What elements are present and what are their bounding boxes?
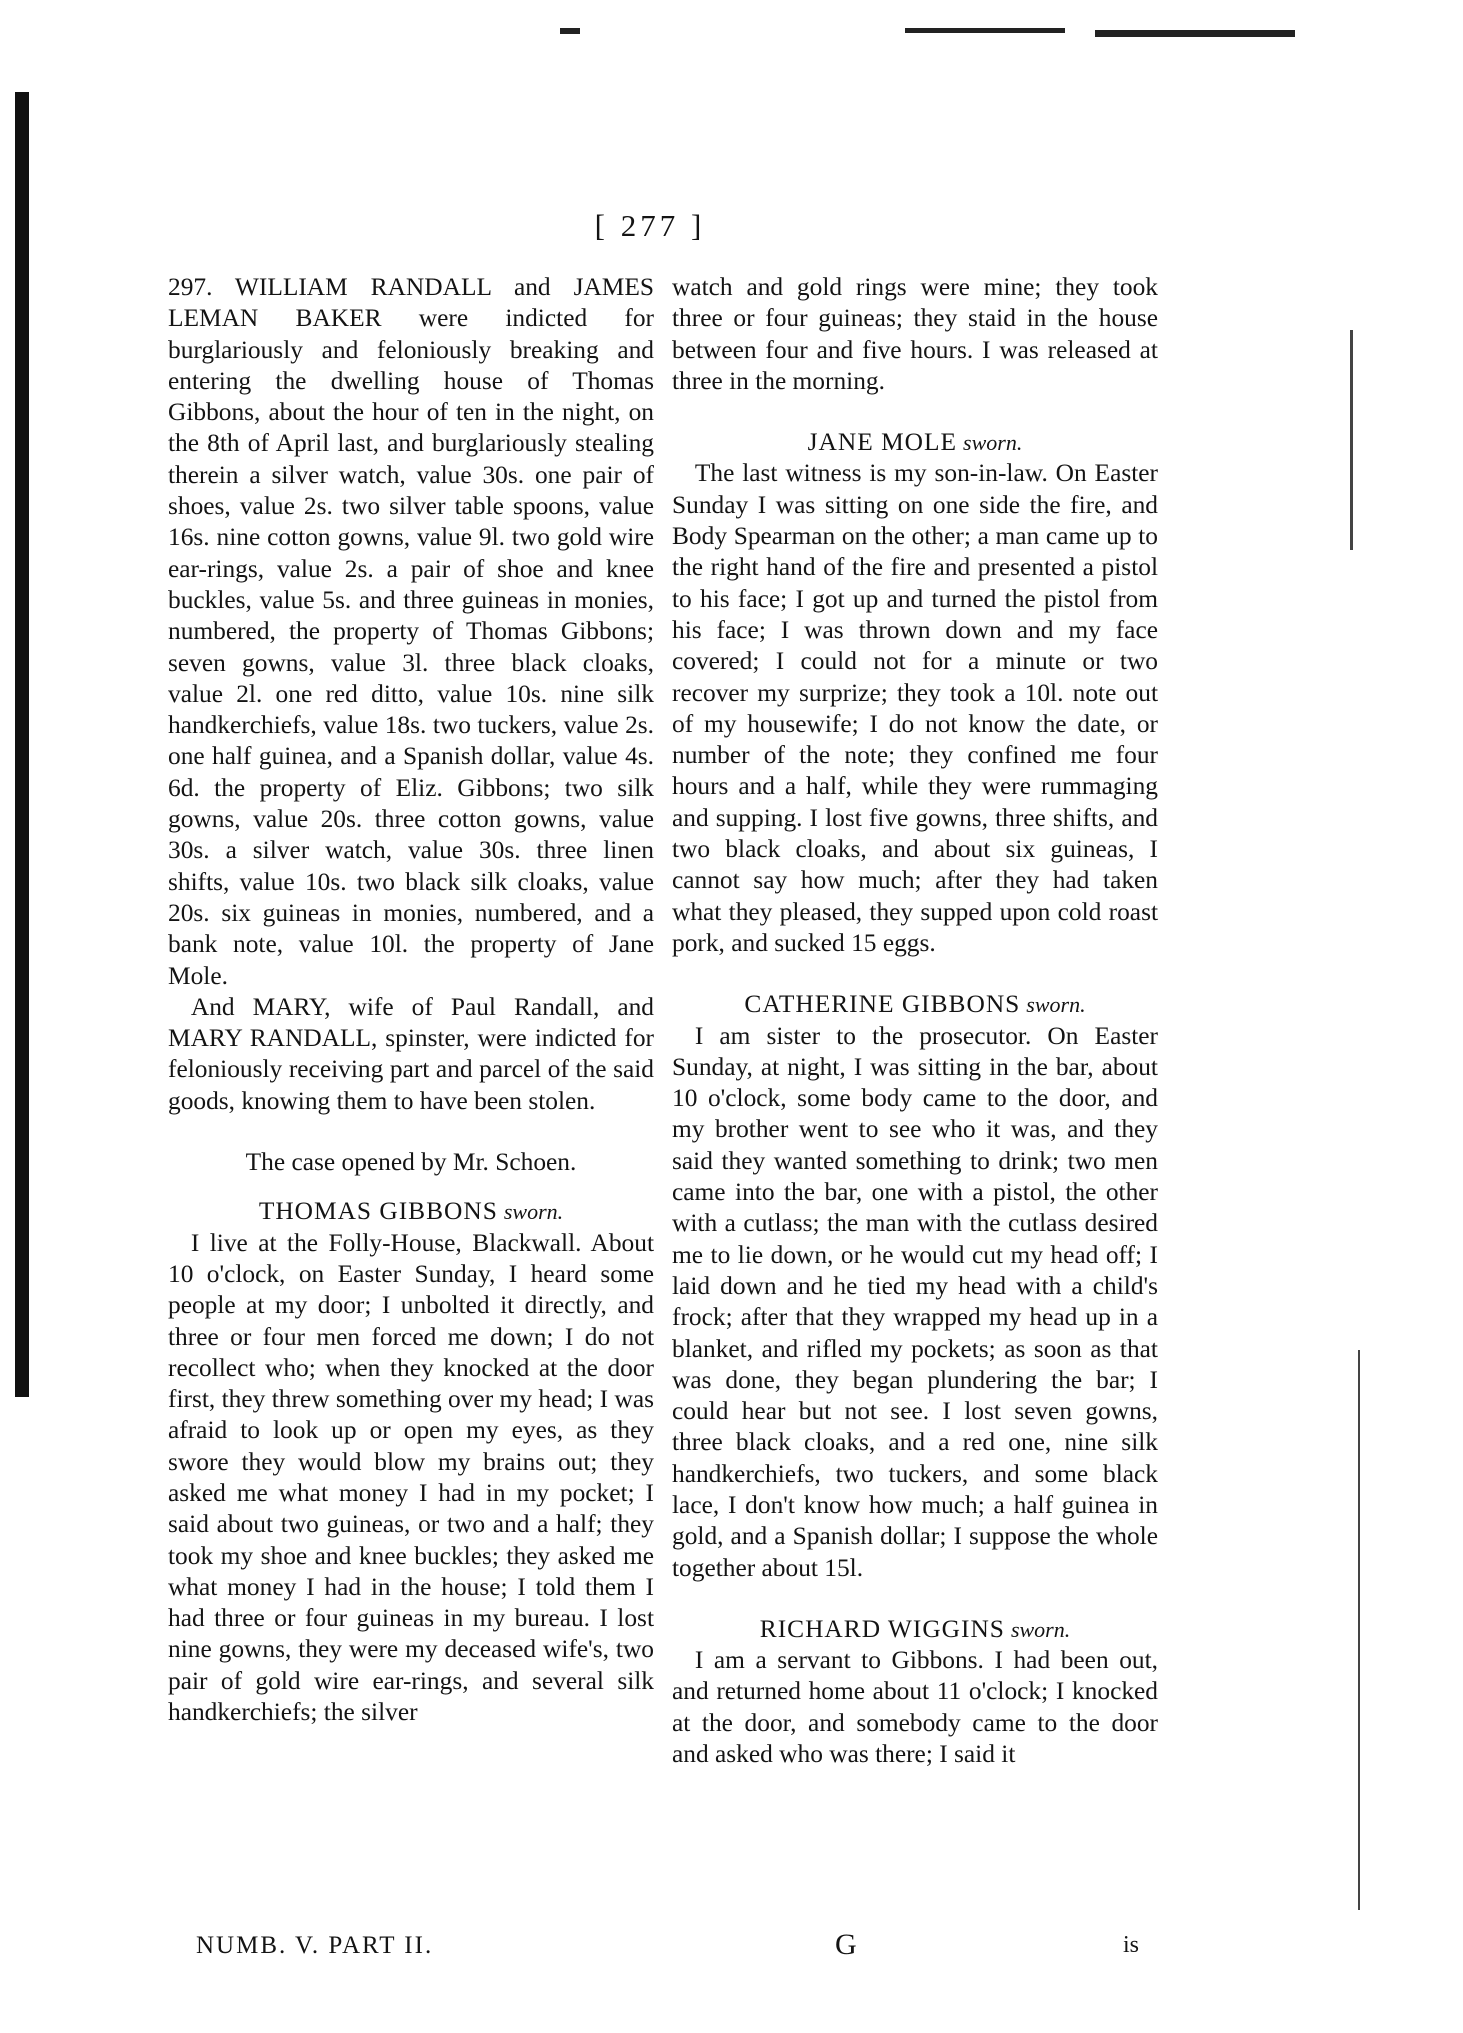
testimony-paragraph: I am a servant to Gibbons. I had been out, and returned home about 11 o'clock; I knocked at the door, and somebody came to the door and asked who was there; I said it — [672, 1646, 1158, 1769]
testimony-paragraph: I am sister to the prosecutor. On Easter Sunday, at night, I was sitting in the bar, about 10 o'clock, some body came to the door, and my brother went to see who it was, and they said they wanted something to drink; two men came into the bar, one with a pistol, the other with a cutlass; the man with the cutlass desired me to lie down, or he would cut my head off; I laid down and he tied my head with a child's frock; after that they wrapped my head up in a blanket, and rifled my pockets; as soon as that was done, they began plundering the bar; I could hear but not see. I lost seven gowns, three black cloaks, and a red one, nine silk handkerchiefs, two tuckers, and some black lace, I don't know how much; a half guinea in gold, and a Spanish dollar; I suppose the whole together about 15l. — [672, 1021, 1158, 1582]
sworn-label: sworn. — [1010, 1616, 1071, 1642]
witness-heading — [672, 989, 1158, 1020]
receivers-paragraph: And MARY, wife of Paul Randall, and MARY RANDALL, spinster, were indicted for feloniously receiving part and parcel of the said goods, knowing them to have been stolen. — [168, 992, 654, 1115]
witness-heading — [672, 1614, 1158, 1645]
page-number: [ 277 ] — [594, 208, 706, 243]
issue-signature: NUMB. V. PART II. — [196, 1932, 434, 1959]
witness-name: RICHARD WIGGINS — [759, 1614, 1005, 1643]
witness-heading — [672, 427, 1158, 458]
testimony-paragraph: The last witness is my son-in-law. On Easter Sunday I was sitting on one side the fire, and Body Spearman on the other; a man came up to the right hand of the fire and presented a pistol to his face; I got up and turned the pistol from his face; I was thrown down and my face covered; I could not for a minute or two recover my surprize; they took a 10l. note out of my housewife; I do not know the date, or number of the note; they confined me four hours and a half, while they were rummaging and supping. I lost five gowns, three shifts, and two black cloaks, and about six guineas, I cannot say how much; after they had taken what they pleased, they supped upon cold roast pork, and sucked 15 eggs. — [672, 459, 1158, 957]
indictment-paragraph: 297. WILLIAM RANDALL and JAMES LEMAN BAKER were indicted for burglariously and feloniously breaking and entering the dwelling house of Thomas Gibbons, about the hour of ten in the night, on the 8th of April last, and burglariously stealing therein a silver watch, value 30s. one pair of shoes, value 2s. two silver table spoons, value 16s. nine cotton gowns, value 9l. two gold wire ear-rings, value 2s. a pair of shoe and knee buckles, value 5s. and three guineas in monies, numbered, the property of Thomas Gibbons; seven gowns, value 3l. three black cloaks, value 2l. one red ditto, value 10s. nine silk handkerchiefs, value 18s. two tuckers, value 2s. one half guinea, and a Spanish dollar, value 4s. 6d. the property of Eliz. Gibbons; two silk gowns, value 20s. three cotton gowns, value 30s. a silver watch, value 30s. three linen shifts, value 10s. two black silk cloaks, value 20s. six guineas in monies, numbered, and a bank note, value 10l. the property of Jane Mole. — [168, 273, 654, 990]
right-column — [672, 272, 1158, 1770]
scan-margin-mark — [1350, 330, 1353, 550]
left-column — [168, 272, 654, 1728]
testimony-paragraph: I live at the Folly-House, Blackwall. About 10 o'clock, on Easter Sunday, I heard some people at my door; I unbolted it directly, and three or four men forced me down; I do not recollect who; when they knocked at the door first, they threw something over my head; I was afraid to look up or open my eyes, as they swore they would blow my brains out; they asked me what money I had in my pocket; I said about two guineas, or two and a half; they took my shoe and knee buckles; they asked me what money I had in the house; I told them I had three or four guineas in my bureau. I lost nine gowns, they were my deceased wife's, two pair of gold wire ear-rings, and several silk handkerchiefs; the silver — [168, 1228, 654, 1727]
witness-heading — [168, 1196, 654, 1227]
witness-name: CATHERINE GIBBONS — [744, 990, 1021, 1019]
signature-letter: G — [835, 1928, 857, 1961]
case-opened: The case opened by Mr. Schoen. — [245, 1148, 577, 1177]
scan-smudge — [1095, 30, 1295, 37]
witness-name: JANE MOLE — [807, 428, 958, 457]
scan-margin-mark — [1358, 1350, 1360, 1910]
sworn-label: sworn. — [1026, 992, 1086, 1018]
sworn-label: sworn. — [963, 430, 1023, 456]
scan-smudge — [560, 28, 580, 34]
witness-name: THOMAS GIBBONS — [258, 1197, 498, 1226]
scan-smudge — [905, 28, 1065, 33]
catchword: is — [1123, 1932, 1140, 1958]
scan-edge-bar — [15, 92, 29, 1397]
sworn-label: sworn. — [503, 1199, 564, 1225]
continued-testimony: watch and gold rings were mine; they took three or four guineas; they staid in the house between four and five hours. I was released at three in the morning. — [672, 273, 1158, 395]
